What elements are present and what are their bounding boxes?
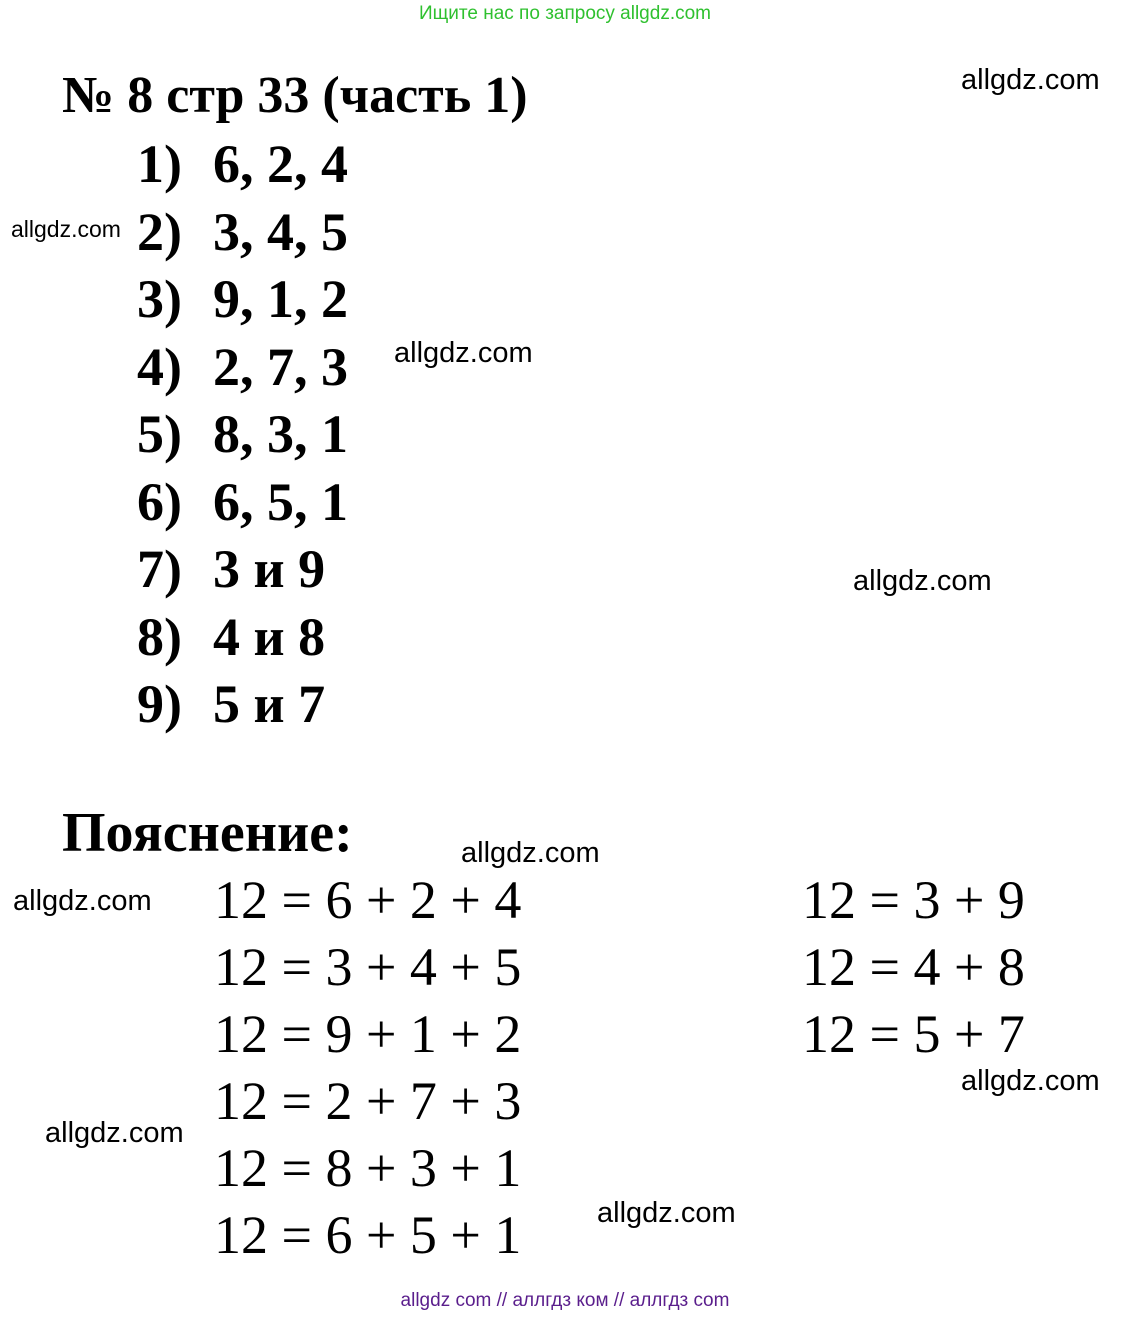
equation-line: 12 = 6 + 5 + 1: [214, 1205, 522, 1265]
answer-number: 1): [137, 134, 182, 194]
equation-line: 12 = 6 + 2 + 4: [214, 870, 522, 930]
answer-text: 4 и 8: [213, 606, 326, 667]
watermark: allgdz.com: [597, 1197, 736, 1229]
equation-line: 12 = 3 + 4 + 5: [214, 937, 522, 997]
answer-item: [137, 604, 348, 672]
equation-line: 12 = 2 + 7 + 3: [214, 1071, 522, 1131]
answer-item: [137, 266, 348, 334]
watermark: allgdz.com: [394, 337, 533, 369]
equations-left-column: [214, 867, 521, 1269]
page-title: № 8 стр 33 (часть 1): [62, 67, 528, 124]
watermark: allgdz.com: [853, 565, 992, 597]
answer-item: [137, 131, 348, 199]
answers-list: [137, 131, 348, 739]
answer-text: 6, 5, 1: [213, 471, 348, 532]
watermark: allgdz.com: [461, 837, 600, 869]
equation-line: 12 = 5 + 7: [802, 1004, 1025, 1064]
watermark: allgdz.com: [961, 64, 1100, 96]
top-banner-link[interactable]: Ищите нас по запросу allgdz.com: [418, 3, 711, 24]
answer-text: 9, 1, 2: [213, 269, 348, 329]
answer-number: 3): [137, 269, 182, 329]
watermark: allgdz.com: [45, 1117, 184, 1149]
answer-number: 2): [137, 201, 182, 262]
answer-item: [137, 469, 348, 537]
watermark: allgdz.com: [13, 885, 152, 917]
equations-right-column: [802, 867, 1025, 1068]
answer-item: [137, 334, 348, 402]
equation-line: 12 = 8 + 3 + 1: [214, 1138, 522, 1198]
answer-text: 3, 4, 5: [213, 201, 348, 262]
answer-number: 6): [137, 471, 182, 532]
answer-number: 8): [137, 606, 182, 667]
answer-item: [137, 199, 348, 267]
equation-line: 12 = 4 + 8: [802, 937, 1025, 997]
explanation-heading: Пояснение:: [62, 802, 353, 864]
answer-text: 2, 7, 3: [213, 336, 348, 397]
equation-line: 12 = 9 + 1 + 2: [214, 1004, 522, 1064]
answer-number: 7): [137, 539, 182, 599]
footer-links[interactable]: allgdz com // аллгдз ком // аллгдз com: [400, 1290, 730, 1311]
equation-line: 12 = 3 + 9: [802, 870, 1025, 930]
answer-text: 8, 3, 1: [213, 404, 348, 464]
watermark: allgdz.com: [11, 216, 121, 242]
answer-item: [137, 536, 348, 604]
answer-item: [137, 401, 348, 469]
answer-item: [137, 671, 348, 739]
answer-number: 9): [137, 674, 182, 734]
answer-text: 6, 2, 4: [213, 134, 348, 194]
watermark: allgdz.com: [961, 1065, 1100, 1097]
answer-number: 4): [137, 336, 182, 397]
answer-text: 5 и 7: [213, 674, 326, 734]
answer-number: 5): [137, 404, 182, 464]
answer-text: 3 и 9: [213, 539, 326, 599]
